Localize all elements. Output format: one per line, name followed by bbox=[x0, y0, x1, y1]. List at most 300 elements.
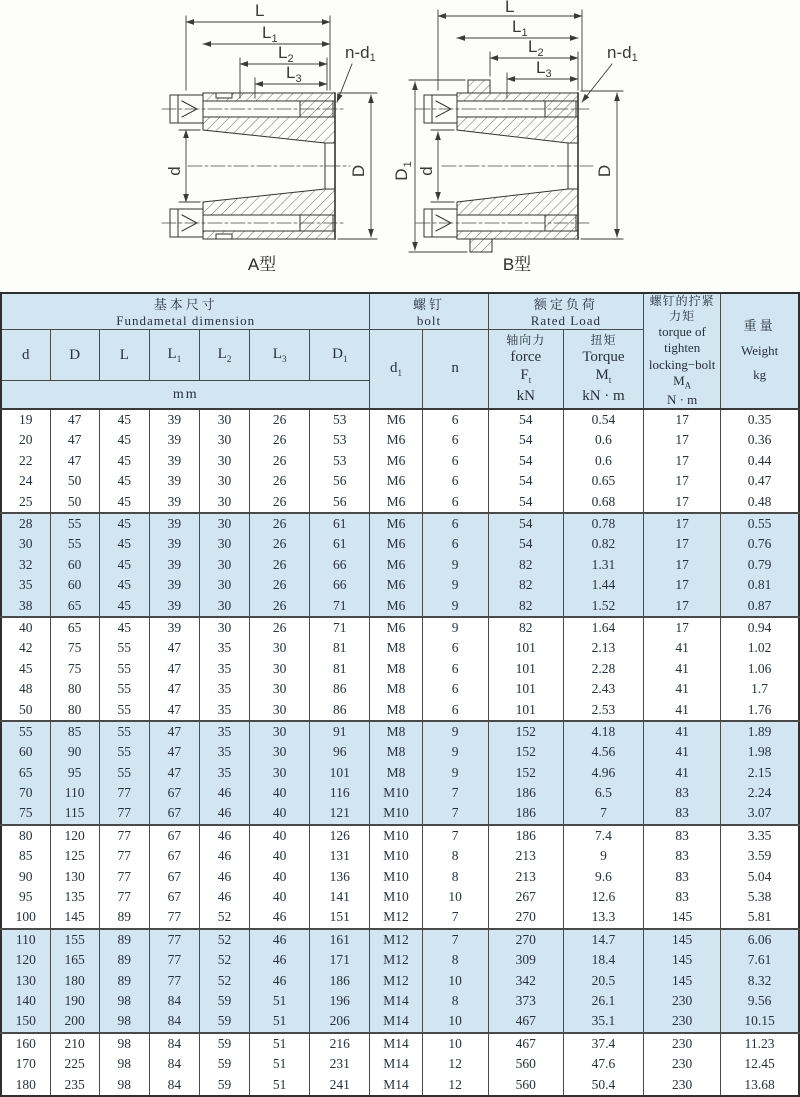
table-cell: 7 bbox=[563, 803, 643, 824]
table-cell: 6 bbox=[422, 491, 488, 512]
table-cell: 67 bbox=[149, 825, 199, 846]
table-cell: 7 bbox=[422, 803, 488, 824]
table-cell: 26.1 bbox=[563, 991, 643, 1011]
table-row bbox=[1, 409, 799, 430]
table-cell: M8 bbox=[370, 721, 422, 742]
table-cell: 47.6 bbox=[563, 1054, 643, 1074]
table-cell: 83 bbox=[644, 846, 721, 866]
table-row bbox=[1, 1054, 799, 1074]
table-cell: 17 bbox=[644, 575, 721, 595]
table-cell: 56 bbox=[310, 471, 370, 491]
table-cell: 0.44 bbox=[721, 451, 799, 471]
table-cell: 12 bbox=[422, 1054, 488, 1074]
table-row bbox=[1, 595, 799, 616]
table-cell: 17 bbox=[644, 451, 721, 471]
table-cell: 77 bbox=[99, 783, 149, 803]
type-a-caption: A型 bbox=[247, 255, 277, 274]
table-cell: 40 bbox=[250, 803, 310, 824]
table-cell: 46 bbox=[199, 887, 249, 907]
table-cell: 145 bbox=[50, 907, 99, 928]
table-cell: 230 bbox=[644, 1074, 721, 1095]
table-cell: 1.7 bbox=[721, 679, 799, 699]
table-cell: 51 bbox=[250, 1054, 310, 1074]
table-cell: 2.13 bbox=[563, 638, 643, 658]
table-cell: 53 bbox=[310, 409, 370, 430]
table-cell: 30 bbox=[250, 659, 310, 679]
table-cell: 86 bbox=[310, 699, 370, 720]
table-cell: M6 bbox=[370, 595, 422, 616]
table-cell: 110 bbox=[50, 783, 99, 803]
table-cell: 11.23 bbox=[721, 1033, 799, 1054]
table-cell: 342 bbox=[488, 970, 563, 990]
table-cell: 77 bbox=[99, 803, 149, 824]
table-cell: 230 bbox=[644, 991, 721, 1011]
table-cell: 54 bbox=[488, 534, 563, 554]
table-cell: 8 bbox=[422, 950, 488, 970]
table-cell: 89 bbox=[99, 929, 149, 950]
table-row bbox=[1, 659, 799, 679]
table-cell: 50.4 bbox=[563, 1074, 643, 1095]
table-cell: M6 bbox=[370, 534, 422, 554]
table-cell: 0.82 bbox=[563, 534, 643, 554]
table-cell: 17 bbox=[644, 595, 721, 616]
table-cell: 45 bbox=[99, 513, 149, 534]
table-cell: 26 bbox=[250, 471, 310, 491]
table-cell: 8.32 bbox=[721, 970, 799, 990]
table-cell: 46 bbox=[199, 803, 249, 824]
table-row bbox=[1, 679, 799, 699]
table-cell: M12 bbox=[370, 907, 422, 928]
table-cell: 110 bbox=[1, 929, 50, 950]
table-cell: 46 bbox=[250, 929, 310, 950]
table-cell: 180 bbox=[50, 970, 99, 990]
table-cell: 51 bbox=[250, 991, 310, 1011]
table-cell: 186 bbox=[488, 783, 563, 803]
table-cell: 101 bbox=[488, 659, 563, 679]
table-cell: 52 bbox=[199, 950, 249, 970]
table-cell: 65 bbox=[1, 762, 50, 782]
table-cell: 54 bbox=[488, 471, 563, 491]
table-cell: 17 bbox=[644, 471, 721, 491]
table-cell: 1.98 bbox=[721, 742, 799, 762]
table-cell: 0.48 bbox=[721, 491, 799, 512]
table-cell: 84 bbox=[149, 991, 199, 1011]
table-cell: M6 bbox=[370, 575, 422, 595]
table-cell: 98 bbox=[99, 1033, 149, 1054]
table-cell: 39 bbox=[149, 430, 199, 450]
dim-label-d-b: d bbox=[417, 166, 436, 176]
table-cell: 84 bbox=[149, 1074, 199, 1095]
table-cell: 55 bbox=[99, 679, 149, 699]
table-cell: 2.28 bbox=[563, 659, 643, 679]
table-cell: 9 bbox=[422, 595, 488, 616]
table-cell: 145 bbox=[644, 950, 721, 970]
table-cell: 39 bbox=[149, 575, 199, 595]
table-cell: 560 bbox=[488, 1074, 563, 1095]
table-cell: 12 bbox=[422, 1074, 488, 1095]
table-cell: 45 bbox=[99, 617, 149, 638]
col-L2: $L_2$ bbox=[199, 330, 249, 381]
table-cell: M10 bbox=[370, 783, 422, 803]
table-cell: 121 bbox=[310, 803, 370, 824]
table-cell: 2.53 bbox=[563, 699, 643, 720]
table-cell: 59 bbox=[199, 991, 249, 1011]
table-cell: 30 bbox=[199, 595, 249, 616]
table-cell: 152 bbox=[488, 721, 563, 742]
table-cell: 30 bbox=[250, 762, 310, 782]
table-cell: 373 bbox=[488, 991, 563, 1011]
table-cell: 6.06 bbox=[721, 929, 799, 950]
table-cell: M8 bbox=[370, 679, 422, 699]
table-cell: 10 bbox=[422, 887, 488, 907]
table-cell: 30 bbox=[199, 534, 249, 554]
table-cell: 84 bbox=[149, 1033, 199, 1054]
table-cell: 17 bbox=[644, 409, 721, 430]
table-cell: M14 bbox=[370, 991, 422, 1011]
table-cell: 77 bbox=[149, 970, 199, 990]
table-cell: 135 bbox=[50, 887, 99, 907]
table-cell: 35.1 bbox=[563, 1011, 643, 1032]
table-cell: 47 bbox=[149, 699, 199, 720]
table-cell: M8 bbox=[370, 699, 422, 720]
table-cell: 77 bbox=[99, 866, 149, 886]
table-cell: 82 bbox=[488, 617, 563, 638]
table-cell: M8 bbox=[370, 638, 422, 658]
table-cell: 26 bbox=[250, 409, 310, 430]
table-cell: 0.35 bbox=[721, 409, 799, 430]
table-cell: 85 bbox=[1, 846, 50, 866]
table-cell: 120 bbox=[50, 825, 99, 846]
table-cell: 89 bbox=[99, 970, 149, 990]
table-cell: 45 bbox=[99, 595, 149, 616]
col-d1: $d_1$ bbox=[370, 330, 422, 409]
table-cell: 3.35 bbox=[721, 825, 799, 846]
table-cell: 126 bbox=[310, 825, 370, 846]
table-cell: 1.52 bbox=[563, 595, 643, 616]
table-cell: 2.15 bbox=[721, 762, 799, 782]
table-cell: 42 bbox=[1, 638, 50, 658]
table-cell: 35 bbox=[199, 762, 249, 782]
table-cell: 53 bbox=[310, 451, 370, 471]
table-row bbox=[1, 1033, 799, 1054]
table-cell: 83 bbox=[644, 866, 721, 886]
table-cell: 47 bbox=[50, 409, 99, 430]
table-cell: 1.64 bbox=[563, 617, 643, 638]
table-cell: 46 bbox=[250, 950, 310, 970]
table-cell: 0.55 bbox=[721, 513, 799, 534]
table-cell: 50 bbox=[50, 491, 99, 512]
table-cell: 45 bbox=[99, 430, 149, 450]
table-row bbox=[1, 699, 799, 720]
table-cell: 0.94 bbox=[721, 617, 799, 638]
table-cell: 30 bbox=[199, 471, 249, 491]
table-cell: 67 bbox=[149, 803, 199, 824]
table-cell: 1.02 bbox=[721, 638, 799, 658]
table-cell: 4.96 bbox=[563, 762, 643, 782]
table-cell: 30 bbox=[1, 534, 50, 554]
table-row bbox=[1, 742, 799, 762]
table-cell: 8 bbox=[422, 991, 488, 1011]
table-cell: 230 bbox=[644, 1033, 721, 1054]
table-cell: 46 bbox=[199, 866, 249, 886]
dim-label-L3-b: $L_3$ bbox=[536, 58, 552, 80]
table-cell: 0.81 bbox=[721, 575, 799, 595]
header-tighten-torque: 螺钉的拧紧 力矩 torque of tighten locking−bolt $M_A$ N · m bbox=[644, 293, 721, 409]
table-cell: 4.18 bbox=[563, 721, 643, 742]
table-cell: 101 bbox=[488, 679, 563, 699]
table-cell: M6 bbox=[370, 555, 422, 575]
table-cell: 30 bbox=[199, 409, 249, 430]
table-cell: 35 bbox=[199, 699, 249, 720]
table-cell: 0.6 bbox=[563, 430, 643, 450]
table-cell: 55 bbox=[99, 699, 149, 720]
table-cell: 59 bbox=[199, 1054, 249, 1074]
table-cell: 216 bbox=[310, 1033, 370, 1054]
table-cell: 55 bbox=[50, 513, 99, 534]
table-cell: 32 bbox=[1, 555, 50, 575]
table-cell: 17 bbox=[644, 513, 721, 534]
table-cell: 53 bbox=[310, 430, 370, 450]
table-cell: 40 bbox=[250, 783, 310, 803]
table-cell: 2.43 bbox=[563, 679, 643, 699]
table-cell: 90 bbox=[50, 742, 99, 762]
table-cell: 52 bbox=[199, 970, 249, 990]
dim-label-D1-b: $D_1$ bbox=[392, 161, 414, 181]
table-cell: 25 bbox=[1, 491, 50, 512]
table-cell: 67 bbox=[149, 866, 199, 886]
dim-label-L2-b: $L_2$ bbox=[528, 37, 544, 59]
table-cell: 52 bbox=[199, 929, 249, 950]
table-cell: 55 bbox=[99, 762, 149, 782]
type-b-caption: B型 bbox=[502, 255, 532, 274]
dim-label-L: L bbox=[255, 1, 265, 20]
table-cell: 22 bbox=[1, 451, 50, 471]
table-cell: 5.04 bbox=[721, 866, 799, 886]
table-cell: 45 bbox=[99, 534, 149, 554]
table-row bbox=[1, 866, 799, 886]
table-cell: 309 bbox=[488, 950, 563, 970]
dim-label-nd1-b: n-d1 bbox=[607, 43, 638, 64]
table-cell: 8 bbox=[422, 846, 488, 866]
table-cell: 75 bbox=[1, 803, 50, 824]
table-cell: 0.68 bbox=[563, 491, 643, 512]
table-cell: 152 bbox=[488, 742, 563, 762]
col-L1: $L_1$ bbox=[149, 330, 199, 381]
table-cell: M14 bbox=[370, 1054, 422, 1074]
table-cell: 35 bbox=[1, 575, 50, 595]
table-cell: M10 bbox=[370, 825, 422, 846]
table-cell: 1.06 bbox=[721, 659, 799, 679]
table-cell: 213 bbox=[488, 846, 563, 866]
table-cell: 115 bbox=[50, 803, 99, 824]
table-cell: M12 bbox=[370, 929, 422, 950]
table-cell: 98 bbox=[99, 991, 149, 1011]
table-cell: 4.56 bbox=[563, 742, 643, 762]
header-rated-load: 额定负荷 Rated Load bbox=[488, 293, 643, 330]
table-cell: 0.78 bbox=[563, 513, 643, 534]
table-cell: 6 bbox=[422, 534, 488, 554]
table-cell: 26 bbox=[250, 513, 310, 534]
table-cell: 225 bbox=[50, 1054, 99, 1074]
table-cell: 6 bbox=[422, 659, 488, 679]
table-cell: 82 bbox=[488, 595, 563, 616]
col-axial-force: 轴向力 force $F_t$ kN bbox=[488, 330, 563, 409]
table-cell: 9 bbox=[422, 742, 488, 762]
table-cell: 98 bbox=[99, 1011, 149, 1032]
table-cell: M6 bbox=[370, 513, 422, 534]
table-cell: 186 bbox=[310, 970, 370, 990]
table-cell: 85 bbox=[50, 721, 99, 742]
table-cell: 101 bbox=[488, 638, 563, 658]
table-row bbox=[1, 887, 799, 907]
spec-table bbox=[0, 292, 800, 1097]
table-cell: 213 bbox=[488, 866, 563, 886]
table-cell: 231 bbox=[310, 1054, 370, 1074]
table-cell: 75 bbox=[50, 638, 99, 658]
table-cell: 17 bbox=[644, 430, 721, 450]
table-cell: 83 bbox=[644, 783, 721, 803]
unit-mm: mm bbox=[1, 381, 370, 409]
table-row bbox=[1, 1074, 799, 1095]
table-cell: 101 bbox=[310, 762, 370, 782]
table-cell: M10 bbox=[370, 887, 422, 907]
table-cell: 186 bbox=[488, 825, 563, 846]
table-cell: 40 bbox=[250, 866, 310, 886]
table-row bbox=[1, 638, 799, 658]
table-cell: 0.47 bbox=[721, 471, 799, 491]
table-cell: 0.65 bbox=[563, 471, 643, 491]
table-cell: 145 bbox=[644, 929, 721, 950]
table-cell: 47 bbox=[149, 679, 199, 699]
table-cell: 35 bbox=[199, 638, 249, 658]
table-cell: 0.79 bbox=[721, 555, 799, 575]
table-cell: 6 bbox=[422, 679, 488, 699]
table-cell: 0.6 bbox=[563, 451, 643, 471]
table-cell: M12 bbox=[370, 970, 422, 990]
table-cell: 55 bbox=[99, 742, 149, 762]
table-cell: 66 bbox=[310, 555, 370, 575]
table-cell: 17 bbox=[644, 534, 721, 554]
table-cell: 55 bbox=[99, 659, 149, 679]
table-cell: 71 bbox=[310, 595, 370, 616]
table-cell: M6 bbox=[370, 471, 422, 491]
table-cell: 17 bbox=[644, 555, 721, 575]
table-cell: 20 bbox=[1, 430, 50, 450]
col-D: D bbox=[50, 330, 99, 381]
table-cell: 270 bbox=[488, 907, 563, 928]
table-cell: 6.5 bbox=[563, 783, 643, 803]
table-cell: 230 bbox=[644, 1011, 721, 1032]
table-cell: 48 bbox=[1, 679, 50, 699]
table-cell: 54 bbox=[488, 409, 563, 430]
table-cell: 30 bbox=[199, 575, 249, 595]
table-row bbox=[1, 907, 799, 928]
col-n: n bbox=[422, 330, 488, 409]
table-cell: 165 bbox=[50, 950, 99, 970]
col-D1: $D_1$ bbox=[310, 330, 370, 381]
table-row bbox=[1, 803, 799, 824]
table-cell: 39 bbox=[149, 451, 199, 471]
table-cell: 30 bbox=[250, 721, 310, 742]
table-cell: 47 bbox=[50, 451, 99, 471]
table-cell: 77 bbox=[99, 825, 149, 846]
table-cell: 47 bbox=[149, 742, 199, 762]
table-cell: 26 bbox=[250, 595, 310, 616]
table-cell: 9.6 bbox=[563, 866, 643, 886]
table-cell: 35 bbox=[199, 742, 249, 762]
table-cell: 51 bbox=[250, 1074, 310, 1095]
table-cell: M6 bbox=[370, 617, 422, 638]
table-cell: 46 bbox=[250, 907, 310, 928]
table-cell: 186 bbox=[488, 803, 563, 824]
table-cell: 50 bbox=[1, 699, 50, 720]
table-cell: 89 bbox=[99, 907, 149, 928]
table-cell: 196 bbox=[310, 991, 370, 1011]
table-row bbox=[1, 970, 799, 990]
table-cell: M10 bbox=[370, 803, 422, 824]
dim-label-L1-b: $L_1$ bbox=[512, 17, 528, 39]
table-cell: 30 bbox=[250, 638, 310, 658]
table-cell: 206 bbox=[310, 1011, 370, 1032]
table-cell: 30 bbox=[250, 742, 310, 762]
table-cell: 6 bbox=[422, 513, 488, 534]
table-cell: 61 bbox=[310, 534, 370, 554]
dim-label-L1: $L_1$ bbox=[262, 23, 278, 45]
table-cell: 30 bbox=[199, 555, 249, 575]
table-row bbox=[1, 555, 799, 575]
table-cell: 95 bbox=[1, 887, 50, 907]
table-cell: 10 bbox=[422, 1033, 488, 1054]
table-cell: 83 bbox=[644, 825, 721, 846]
table-cell: 39 bbox=[149, 534, 199, 554]
table-cell: 160 bbox=[1, 1033, 50, 1054]
header-bolt: 螺钉 bolt bbox=[370, 293, 488, 330]
table-cell: 70 bbox=[1, 783, 50, 803]
table-cell: 241 bbox=[310, 1074, 370, 1095]
table-cell: M10 bbox=[370, 846, 422, 866]
table-cell: 6 bbox=[422, 409, 488, 430]
table-cell: M10 bbox=[370, 866, 422, 886]
table-cell: 28 bbox=[1, 513, 50, 534]
drawing-canvas bbox=[0, 0, 800, 292]
table-cell: 45 bbox=[99, 409, 149, 430]
table-cell: 200 bbox=[50, 1011, 99, 1032]
table-cell: 136 bbox=[310, 866, 370, 886]
table-cell: 130 bbox=[50, 866, 99, 886]
table-cell: 60 bbox=[50, 575, 99, 595]
dim-label-L-b: L bbox=[505, 0, 515, 16]
table-cell: 67 bbox=[149, 887, 199, 907]
table-cell: 54 bbox=[488, 491, 563, 512]
table-cell: 131 bbox=[310, 846, 370, 866]
table-cell: 83 bbox=[644, 803, 721, 824]
table-cell: 6 bbox=[422, 471, 488, 491]
table-cell: 82 bbox=[488, 575, 563, 595]
table-cell: 9.56 bbox=[721, 991, 799, 1011]
table-cell: 55 bbox=[50, 534, 99, 554]
table-cell: M8 bbox=[370, 742, 422, 762]
table-row bbox=[1, 950, 799, 970]
table-cell: 39 bbox=[149, 471, 199, 491]
table-cell: 170 bbox=[1, 1054, 50, 1074]
table-cell: 130 bbox=[1, 970, 50, 990]
table-cell: 7.4 bbox=[563, 825, 643, 846]
table-cell: 10.15 bbox=[721, 1011, 799, 1032]
table-cell: 38 bbox=[1, 595, 50, 616]
dim-label-L2: $L_2$ bbox=[278, 43, 294, 65]
table-cell: 17 bbox=[644, 617, 721, 638]
table-cell: 1.44 bbox=[563, 575, 643, 595]
